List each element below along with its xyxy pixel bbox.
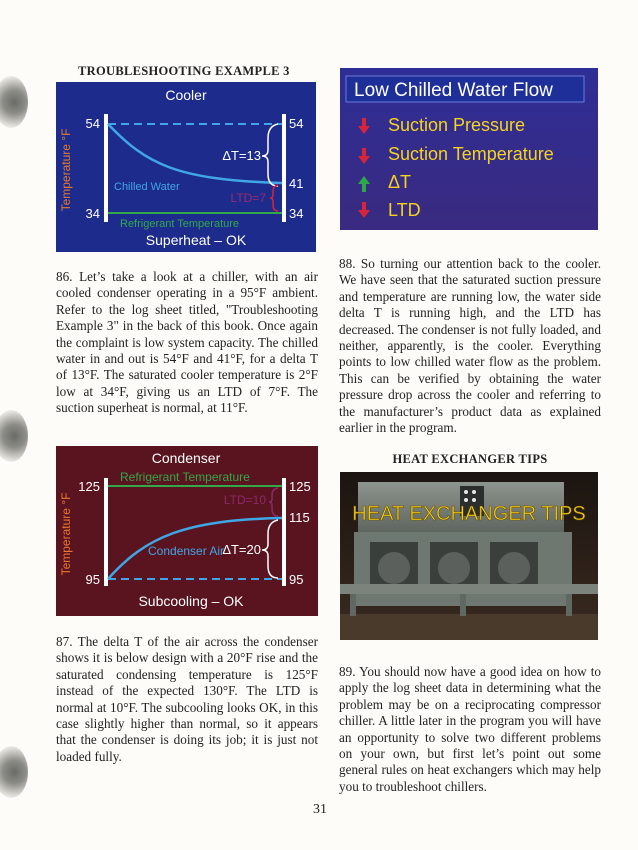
cooler-right-axis xyxy=(282,114,286,222)
section-title: TROUBLESHOOTING EXAMPLE 3 xyxy=(78,64,290,78)
paragraph-86: 86. Let’s take a look at a chiller, with an air cooled condenser operating in a 95°F ambient. Refer to the log sheet titled, "Troubleshooting Example 3" in the back of this book. Once again the complaint is low system capacity. The chilled water in and out is 54°F and 41°F, for a delta T of 13°F. The saturated cooler temperature is 2°F low at 34°F, giving us an LTD of 7°F. The suction superheat is normal, at 11°F. xyxy=(56,269,318,416)
cooler-right-tick-41: 41 xyxy=(289,176,304,191)
ltd-item: LTD xyxy=(388,200,421,220)
condenser-air-label: Condenser Air xyxy=(148,544,225,558)
refrigerant-label: Refrigerant Temperature xyxy=(120,218,240,230)
condenser-axis-label: Temperature °F xyxy=(59,492,73,576)
low-flow-title: Low Chilled Water Flow xyxy=(354,80,553,101)
condenser-diagram xyxy=(56,446,318,616)
paragraph-88: 88. So turning our attention back to the cooler. We have seen that the saturated suction pressure and temperature are running low, the water side delta T is running high, and the LTD has decreased. The condenser is not fully loaded, and neither, apparently, is the cooler. Everything points to low chilled water flow as the problem. This can be verified by obtaining the water pressure drop across the cooler and referring to the manufacturer’s product data as explained earlier in the program. xyxy=(339,256,601,436)
condenser-right-tick-125: 125 xyxy=(289,479,311,494)
cooler-right-tick-54: 54 xyxy=(289,116,304,131)
page-number: 31 xyxy=(313,802,327,817)
condenser-left-tick-125: 125 xyxy=(78,479,100,494)
cooler-footer: Superheat – OK xyxy=(145,232,247,248)
low-flow-slide xyxy=(340,68,598,230)
cooler-right-tick-34: 34 xyxy=(289,206,304,221)
cooler-delta-t: ΔT=13 xyxy=(222,148,261,163)
paragraph-89: 89. You should now have a good idea on how to apply the log sheet data in determining what the problem may be on a reciprocating compressor chiller. A little later in the program you will have an opportunity to solve two different problems on your own, but first let’s point out some general rules on heat exchangers which may help you to troubleshoot chillers. xyxy=(339,664,601,794)
suction-pressure-item: Suction Pressure xyxy=(388,115,526,135)
condenser-refrigerant-label: Refrigerant Temperature xyxy=(120,470,250,484)
cooler-left-tick-34: 34 xyxy=(85,206,100,221)
cooler-left-axis xyxy=(104,114,108,222)
condenser-title: Condenser xyxy=(151,450,221,466)
condenser-left-tick-95: 95 xyxy=(85,572,100,587)
binder-hole-bottom xyxy=(0,746,28,798)
heat-exchanger-heading: HEAT EXCHANGER TIPS xyxy=(392,452,548,466)
cooler-left-tick-54: 54 xyxy=(85,116,100,131)
condenser-left-axis xyxy=(104,478,108,586)
condenser-slide xyxy=(56,446,318,616)
binder-hole-top xyxy=(0,76,28,128)
delta-t-item: ΔT xyxy=(388,172,412,192)
cooler-ltd: LTD=7 xyxy=(230,191,266,205)
photo-caption: HEAT EXCHANGER TIPS xyxy=(352,503,586,525)
heat-exchanger-photo xyxy=(340,472,598,640)
condenser-footer: Subcooling – OK xyxy=(138,593,244,609)
cooler-diagram xyxy=(56,82,316,252)
cooler-title: Cooler xyxy=(165,87,207,103)
condenser-right-axis xyxy=(282,478,286,586)
cooler-axis-label: Temperature °F xyxy=(59,128,73,212)
paragraph-87: 87. The delta T of the air across the condenser shows it is below design with a 20°F rise and the saturated condensing temperature is 125°F instead of the expected 130°F. The LTD is normal at 10°F. The subcooling looks OK, in this case slightly higher than normal, so it appears that the condenser is doing its job; it is just not loaded fully. xyxy=(56,634,318,764)
low-flow-diagram xyxy=(340,68,598,230)
suction-temperature-item: Suction Temperature xyxy=(388,144,554,164)
condenser-right-tick-115: 115 xyxy=(289,510,310,525)
condenser-ltd: LTD=10 xyxy=(223,493,266,507)
cooler-slide xyxy=(56,82,316,252)
condenser-right-tick-95: 95 xyxy=(289,572,304,587)
chilled-water-label: Chilled Water xyxy=(114,181,180,193)
condenser-delta-t: ΔT=20 xyxy=(222,542,261,557)
heat-exchanger-photo-art xyxy=(340,472,598,640)
binder-hole-middle xyxy=(0,410,28,462)
